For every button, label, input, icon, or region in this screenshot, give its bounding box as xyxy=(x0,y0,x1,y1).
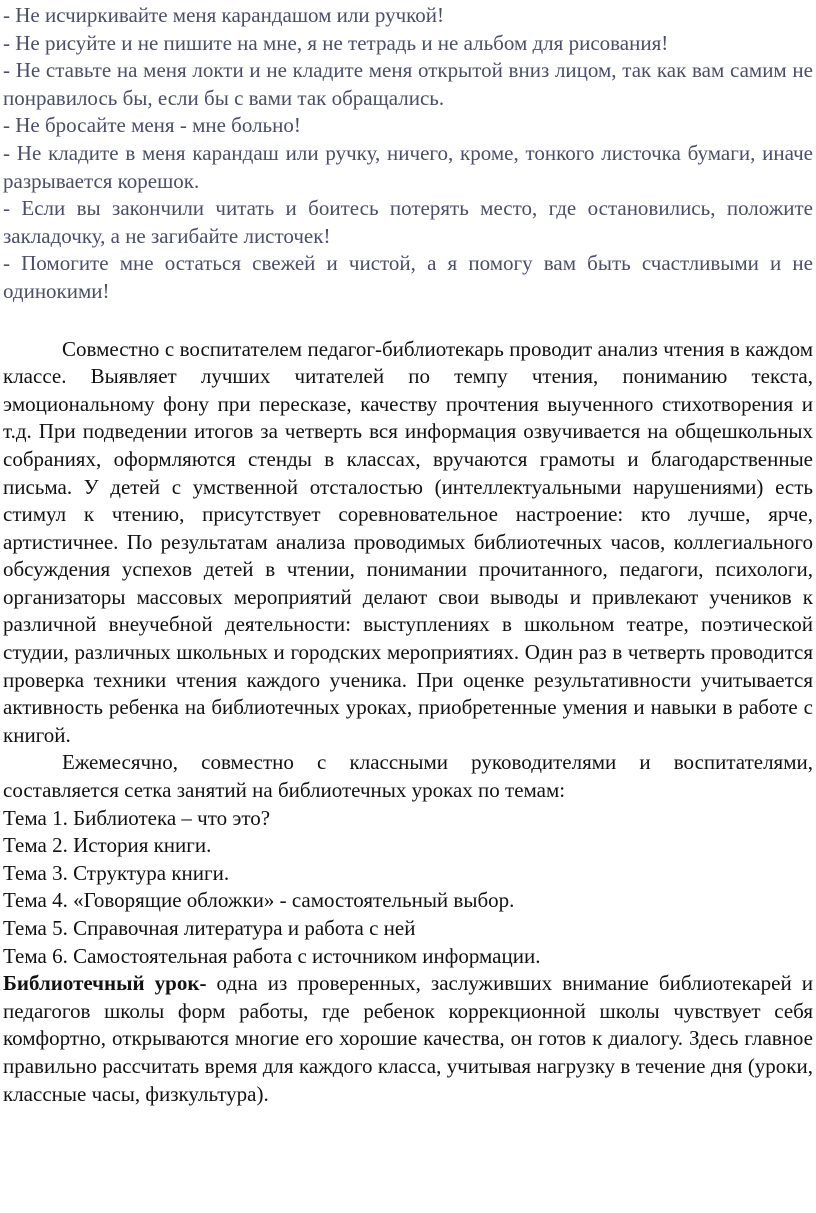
topic-item: Тема 1. Библиотека – что это? xyxy=(3,805,271,830)
rule-item: - Не исчиркивайте меня карандашом или ручкой! xyxy=(3,3,444,27)
topic-item: Тема 4. «Говорящие обложки» - самостоятельный выбор. xyxy=(3,888,515,913)
reading-analysis-paragraph: Совместно с воспитателем педагог-библиотекарь проводит анализ чтения в каждом классе. Выявляет лучших читателей по темпу чтения, пониманию текста, эмоциональному фону при пересказе, качеству прочтения выученного стихотворения и т.д. При подведении итогов за четверть вся информация озвучивается на общешкольных собраниях, оформляются стенды в классах, вручаются грамоты и благодарственные письма. У детей с умственной отсталостью (интеллектуальными нарушениями) есть стимул к чтению, присутствует соревновательное настроение: кто лучше, ярче, артистичнее. По результатам анализа проводимых библиотечных часов, коллегиального обсуждения успехов детей в чтении, понимании прочитанного, педагоги, психологи, организаторы массовых мероприятий делают свои выводы и привлекают учеников к различной внеучебной деятельности: выступлениях в школьном театре, поэтической студии, различных школьных и городских мероприятиях. Один раз в четверть проводится проверка техники чтения каждого ученика. При оценке результативности учитывается активность ребенка на библиотечных уроках, приобретенные умения и навыки в работе с книгой. xyxy=(3,336,813,747)
library-lesson-paragraph xyxy=(3,970,813,1108)
rule-item: - Не ставьте на меня локти и не кладите меня открытой вниз лицом, так как вам самим не понравилось бы, если бы с вами так обращались. xyxy=(3,58,813,110)
rule-item: - Если вы закончили читать и боитесь потерять место, где остановились, положите закладочку, а не загибайте листочек! xyxy=(3,196,813,248)
section-spacer xyxy=(3,306,813,336)
topic-item: Тема 2. История книги. xyxy=(3,833,212,858)
book-rules-list xyxy=(3,2,813,306)
topic-item: Тема 6. Самостоятельная работа с источником информации. xyxy=(3,943,541,968)
topic-item: Тема 3. Структура книги. xyxy=(3,860,230,885)
rule-item: - Помогите мне остаться свежей и чистой, а я помогу вам быть счастливыми и не одинокими! xyxy=(3,251,813,303)
topics-list xyxy=(3,805,813,971)
monthly-schedule-paragraph: Ежемесячно, совместно с классными руководителями и воспитателями, составляется сетка занятий на библиотечных уроках по темам: xyxy=(3,750,813,803)
library-lesson-text: одна из проверенных, заслуживших внимание библиотекарей и педагогов школы форм работы, где ребенок коррекционной школы чувствует себя комфортно, открываются многие его хорошие качества, он готов к диалогу. Здесь главное правильно рассчитать время для каждого класса, учитывая нагрузку в течение дня (уроки, классные часы, физкультура). xyxy=(3,971,814,1106)
rule-item: - Не кладите в меня карандаш или ручку, ничего, кроме, тонкого листочка бумаги, иначе разрывается корешок. xyxy=(3,140,813,193)
rule-item: - Не рисуйте и не пишите на мне, я не тетрадь и не альбом для рисования! xyxy=(3,30,669,55)
rule-item: - Не бросайте меня - мне больно! xyxy=(3,113,301,138)
topic-item: Тема 5. Справочная литература и работа с ней xyxy=(3,916,416,940)
document-body xyxy=(3,336,813,1109)
library-lesson-term: Библиотечный урок- xyxy=(3,971,207,996)
